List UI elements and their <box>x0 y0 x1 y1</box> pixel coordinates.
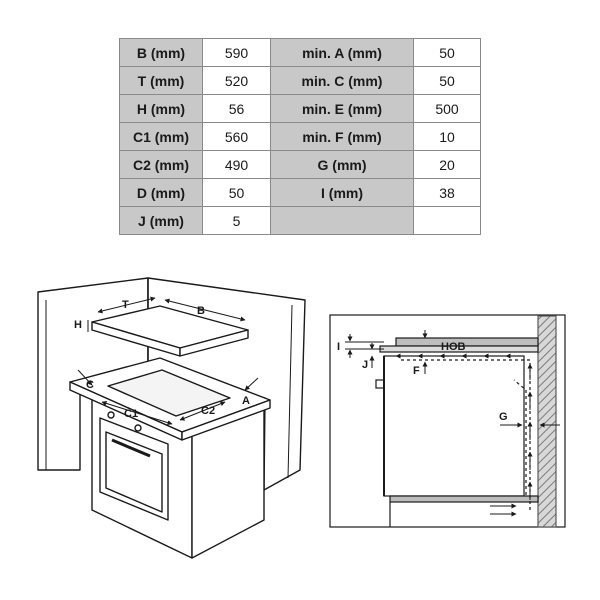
oven-knob <box>135 425 141 431</box>
label-C1: C1 <box>124 408 139 420</box>
table-label-cell: B (mm) <box>120 39 203 67</box>
section-hob <box>396 338 538 346</box>
table-label-cell: G (mm) <box>271 151 414 179</box>
table-label-cell: min. A (mm) <box>271 39 414 67</box>
table-value-cell: 38 <box>414 179 481 207</box>
label-F: F <box>413 365 420 377</box>
label-B: B <box>197 305 205 317</box>
label-I: I <box>337 341 341 353</box>
table-label-cell: J (mm) <box>120 207 203 235</box>
label-C2: C2 <box>201 405 216 417</box>
label-HOB: HOB <box>441 341 466 353</box>
table-value-cell: 20 <box>414 151 481 179</box>
table-value-cell: 590 <box>203 39 271 67</box>
table-value-cell: 490 <box>203 151 271 179</box>
table-label-cell: T (mm) <box>120 67 203 95</box>
section-shelf <box>390 496 538 502</box>
table-value-cell: 5 <box>203 207 271 235</box>
table-value-cell: 500 <box>414 95 481 123</box>
label-G: G <box>499 411 508 423</box>
label-T: T <box>122 299 129 311</box>
section-oven <box>384 356 524 496</box>
table-label-cell: min. C (mm) <box>271 67 414 95</box>
table-label-cell: D (mm) <box>120 179 203 207</box>
table-label-cell: I (mm) <box>271 179 414 207</box>
table-label-cell: C2 (mm) <box>120 151 203 179</box>
table-value-cell: 50 <box>414 39 481 67</box>
label-C: C <box>86 379 94 391</box>
table-value-cell: 560 <box>203 123 271 151</box>
table-label-cell: H (mm) <box>120 95 203 123</box>
table-label-cell: min. F (mm) <box>271 123 414 151</box>
table-value-cell: 50 <box>414 67 481 95</box>
label-H: H <box>74 319 82 331</box>
table-value-cell: 50 <box>203 179 271 207</box>
label-A: A <box>242 395 250 407</box>
table-value-cell: 10 <box>414 123 481 151</box>
table-value-cell: 520 <box>203 67 271 95</box>
table-label-cell: C1 (mm) <box>120 123 203 151</box>
table-label-cell: min. E (mm) <box>271 95 414 123</box>
oven-knob <box>108 412 114 418</box>
section-wall <box>538 316 556 527</box>
table-value-cell: 56 <box>203 95 271 123</box>
label-J: J <box>362 359 369 371</box>
